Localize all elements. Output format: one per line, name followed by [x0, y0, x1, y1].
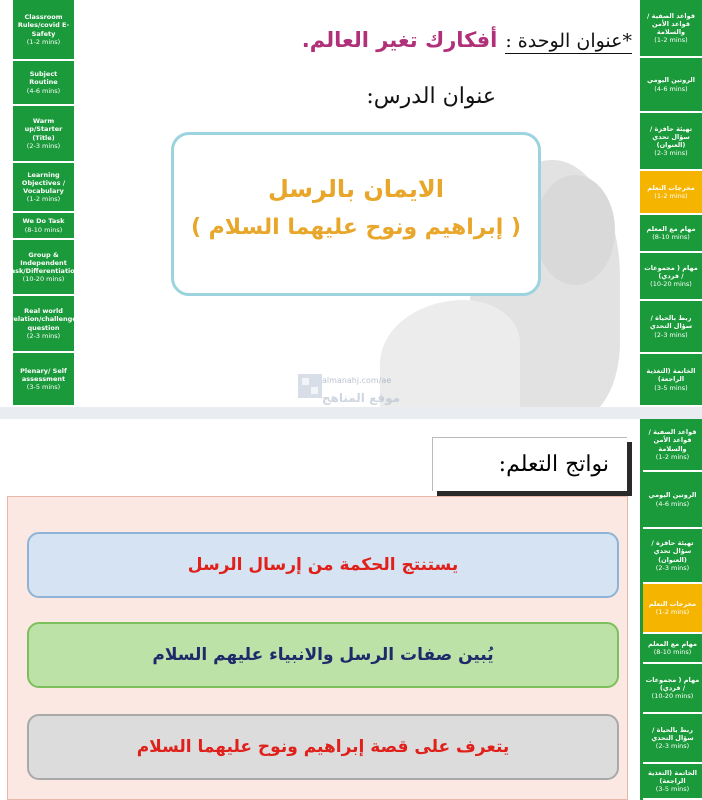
outcomes-panel — [7, 496, 628, 800]
sidebar-item-we-do-task[interactable]: We Do Task (8-10 mins) — [13, 213, 74, 240]
sidebar-item-classroom-rules-ar[interactable]: قواعد الصفية / قواعد الأمن والسلامة (1-2 mins) — [640, 0, 702, 58]
sidebar-item-warm-up-ar[interactable]: تهيئة حافزة / سؤال تحدي (العنوان) (2-3 mins) — [643, 529, 702, 584]
lesson-title-line2: ( إبراهيم ونوح عليهما السلام ) — [190, 215, 522, 240]
lesson-title-box — [171, 132, 541, 296]
watermark-text: موقع المناهج — [321, 391, 401, 405]
sidebar-item-group-tasks-ar[interactable]: مهام ( مجموعات / فردي) (10-20 mins) — [643, 664, 702, 714]
sidebar-item-group-tasks-ar[interactable]: مهام ( مجموعات / فردي) (10-20 mins) — [640, 253, 702, 301]
outcome-text-1: يستنتج الحكمة من إرسال الرسل — [187, 555, 459, 575]
sidebar-item-real-world-ar[interactable]: ربط بالحياة /سؤال التحدي (2-3 mins) — [640, 301, 702, 354]
outcome-item-2 — [27, 622, 619, 688]
outcome-text-2: يُبين صفات الرسل والانبياء عليهم السلام — [152, 645, 494, 665]
sidebar-item-plenary-ar[interactable]: الخاتمة (التغذية الراجعة) (3-5 mins) — [643, 764, 702, 800]
slide-separator — [0, 407, 702, 419]
sidebar-item-classroom-rules-ar[interactable]: قواعد الصفية / قواعد الأمن والسلامة (1-2 mins) — [643, 419, 702, 472]
right-sidebar — [640, 419, 702, 800]
sidebar-item-real-world-ar[interactable]: ربط بالحياة /سؤال التحدي (2-3 mins) — [643, 714, 702, 764]
sidebar-item-learning-outcomes-ar[interactable]: مخرجات التعلم (1-2 mins) — [643, 584, 702, 634]
sidebar-item-plenary[interactable]: Plenary/ Self assessment (3-5 mins) — [13, 353, 74, 407]
sidebar-item-warm-up-ar[interactable]: تهيئة حافزة / سؤال تحدي (العنوان) (2-3 mins) — [640, 113, 702, 171]
sidebar-item-warm-up[interactable]: Warm up/Starter (Title) (2-3 mins) — [13, 106, 74, 163]
left-sidebar — [7, 0, 80, 407]
slide-learning-outcomes — [0, 419, 702, 800]
unit-title-row — [282, 28, 632, 54]
sidebar-item-subject-routine[interactable]: Subject Routine (4-6 mins) — [13, 61, 74, 106]
outcomes-heading-box — [432, 437, 627, 491]
sidebar-item-teacher-tasks-ar[interactable]: مهام مع المعلم (8-10 mins) — [640, 215, 702, 253]
unit-label: *عنوان الوحدة : — [505, 30, 632, 52]
lesson-title-line1: الايمان بالرسل — [267, 175, 445, 203]
lesson-label: عنوان الدرس: — [366, 84, 496, 109]
right-sidebar — [640, 0, 702, 407]
sidebar-item-real-world[interactable]: Real world relation/challenge question (2-3 mins) — [13, 296, 74, 353]
outcome-text-3: يتعرف على قصة إبراهيم ونوح عليهما السلام — [136, 737, 510, 757]
outcome-item-1 — [27, 532, 619, 598]
sidebar-item-classroom-rules[interactable]: Classroom Rules/covid E- Safety (1-2 mins) — [13, 0, 74, 61]
watermark-url: almanahj.com/ae — [322, 376, 392, 385]
outcome-item-3 — [27, 714, 619, 780]
unit-title: أفكارك تغير العالم. — [301, 28, 498, 52]
sidebar-item-daily-routine-ar[interactable]: الروتين اليومي (4-6 mins) — [643, 472, 702, 529]
sidebar-item-learning-outcomes-ar[interactable]: مخرجات التعلم (1-2 mins) — [640, 171, 702, 215]
sidebar-item-learning-objectives[interactable]: Learning Objectives / Vocabulary (1-2 mins) — [13, 163, 74, 213]
sidebar-item-plenary-ar[interactable]: الخاتمة (التغذية الراجعة) (3-5 mins) — [640, 354, 702, 407]
sidebar-item-group-task[interactable]: Group & Independent task/Differentiation (10-20 mins) — [13, 240, 74, 296]
outcomes-heading: نواتج التعلم: — [498, 452, 609, 477]
background-shape — [535, 175, 615, 285]
sidebar-item-teacher-tasks-ar[interactable]: مهام مع المعلم (8-10 mins) — [643, 634, 702, 664]
sidebar-item-daily-routine-ar[interactable]: الروتين اليومي (4-6 mins) — [640, 58, 702, 113]
